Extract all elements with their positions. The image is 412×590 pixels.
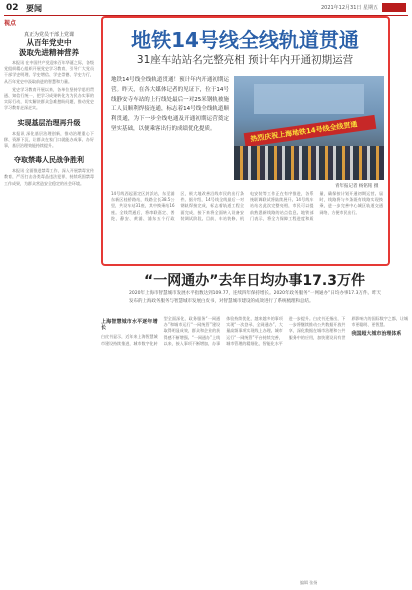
featured-article[interactable] bbox=[101, 16, 390, 266]
featured-headline: 地铁14号线全线轨道贯通 bbox=[131, 28, 359, 52]
left-heading-2: 实现基层治理再升级 bbox=[17, 118, 81, 127]
main-body bbox=[101, 316, 408, 586]
section-title: 要闻 bbox=[26, 4, 42, 13]
left-body-4: 本报讯 全面推进禁毒工作，深入开展禁毒宣传教育，严厉打击各类毒品违法犯罪，持续巩固禁毒工作成果，为群众营造安全稳定的社会环境。 bbox=[4, 168, 94, 186]
main-subhead-1: 上海智慧城市水平逐年增长 bbox=[101, 319, 158, 332]
left-body-1: 本报讯 在中国共产党迎来百年华诞之际，各级党组织精心组织开展党史学习教育，引导广大党员干部学史明理、学史增信、学史崇德、学史力行，从百年党史中汲取前进的智慧和力量。 bbox=[4, 60, 94, 84]
featured-subheadline: 31座车站站名完整亮相 预计年内开通初期运营 bbox=[136, 54, 354, 66]
date-line: 2021年12月31日 星期五 bbox=[320, 5, 378, 11]
photo-banner bbox=[244, 115, 377, 147]
left-title-1: 从百年党史中 bbox=[26, 38, 72, 47]
page-number: 02 bbox=[6, 3, 19, 13]
main-subhead-2: 我国超大城市治理体系 bbox=[351, 331, 402, 338]
main-body-text: 白皮书显示，近年来上海智慧城市建设持续推进，城市数字化转型全面深化，政务服务“一网通办”和城市运行“一网统管”建设取得明显成效，群众和企业的获得感不断增强。“一网通办”上线以来，接入事项不断增加，办事体验持续优化，越来越多的事项实现“一次登录、全网通办”，大量高频事项实现线上办理。城市运行“一网统管”平台持续完善，城市管理的精细化、智能化水平进一步提升。白皮书还指出，下一步将继续推动公共数据开放共享，深化数据在城市治理和公共服务中的应用，加快建设具有世界影响力的国际数字之都，让城市更聪明、更智慧。 bbox=[101, 316, 408, 346]
photo-sky bbox=[254, 84, 364, 114]
left-body-3: 本报讯 深化基层治理创新，推动治理重心下移、资源下沉，让群众在家门口就能办成事、办好事，基层治理效能持续提升。 bbox=[4, 130, 94, 149]
newspaper-logo-icon bbox=[382, 3, 406, 12]
photo-crowd bbox=[234, 146, 384, 180]
masthead bbox=[4, 3, 408, 16]
left-kicker: 真正为党员干部上党课 bbox=[23, 32, 74, 38]
featured-lead: 地铁14号线全线轨道贯通！预计年内开通初期运营。昨天，在各大媒体记者的见证下，位于14号线静安寺车站的上行线处最后一对25米钢轨被施工人员顺利焊接连通，标志着14号线全线轨道顺利贯通，为下一步全线电通及开通初期运营奠定坚实基础，以便乘客出行的成绩优化提质。 bbox=[111, 77, 229, 132]
column-label: 视点 bbox=[4, 20, 17, 27]
featured-photo bbox=[234, 76, 384, 180]
footer-editor: 编辑 张扬 bbox=[300, 580, 318, 585]
main-lead: 2020年上海市智慧城市发展水平指数达到109.77，连续四年保持增长。2020年政务服务“一网通办”日均办事17.3万件。昨天发布的上海政务服务与智慧城市发展白皮书，对智慧城市建设的成效进行了系统梳理和总结。 bbox=[129, 291, 381, 304]
main-article bbox=[101, 266, 408, 586]
left-column bbox=[4, 18, 94, 583]
left-body-2: 党史学习教育开展以来，各单位坚持学思用贯通、知信行统一，把学习成果转化为为民办实事的实际行动，切实解决群众急难愁盼问题，推动党史学习教育走深走实。 bbox=[4, 86, 94, 111]
featured-body: 14号线西起嘉定区封浜站，东至浦东新区桂桥路站，线路全长38.5公里，共设车站31座，其中换乘站16座。全线贯通后，将串联嘉定、普陀、静安、黄浦、浦东五个行政区，极大地改善沿线市民的出行条件。据介绍，14号线全线最后一对钢轨焊接完成，标志着轨道工程全面完成，接下来将全面转入设备安装调试阶段。目前，车站装修、机电安装等工作正在有序推进，各系统联调联试将陆续展开。14号线车站站名此次完整亮相，市民可以提前熟悉新线路的站点信息。地铁部门表示，将全力保障工程进度和质量，确保按计划开通初期运营。届时，线路将与多条既有线路实现换乘，进一步完善中心城区轨道交通网络，方便市民出行。 bbox=[111, 191, 383, 221]
photo-banner-text: 热烈庆祝上海地铁14号线全线贯通 bbox=[250, 120, 358, 144]
main-headline: “一网通办”去年日均办事17.3万件 bbox=[144, 273, 365, 289]
left-heading-3: 夺取禁毒人民战争胜利 bbox=[14, 156, 84, 165]
photo-credit: 青年报记者 杨铭铭 摄 bbox=[335, 184, 379, 189]
left-title-2: 汲取先进精神营养 bbox=[19, 48, 79, 57]
